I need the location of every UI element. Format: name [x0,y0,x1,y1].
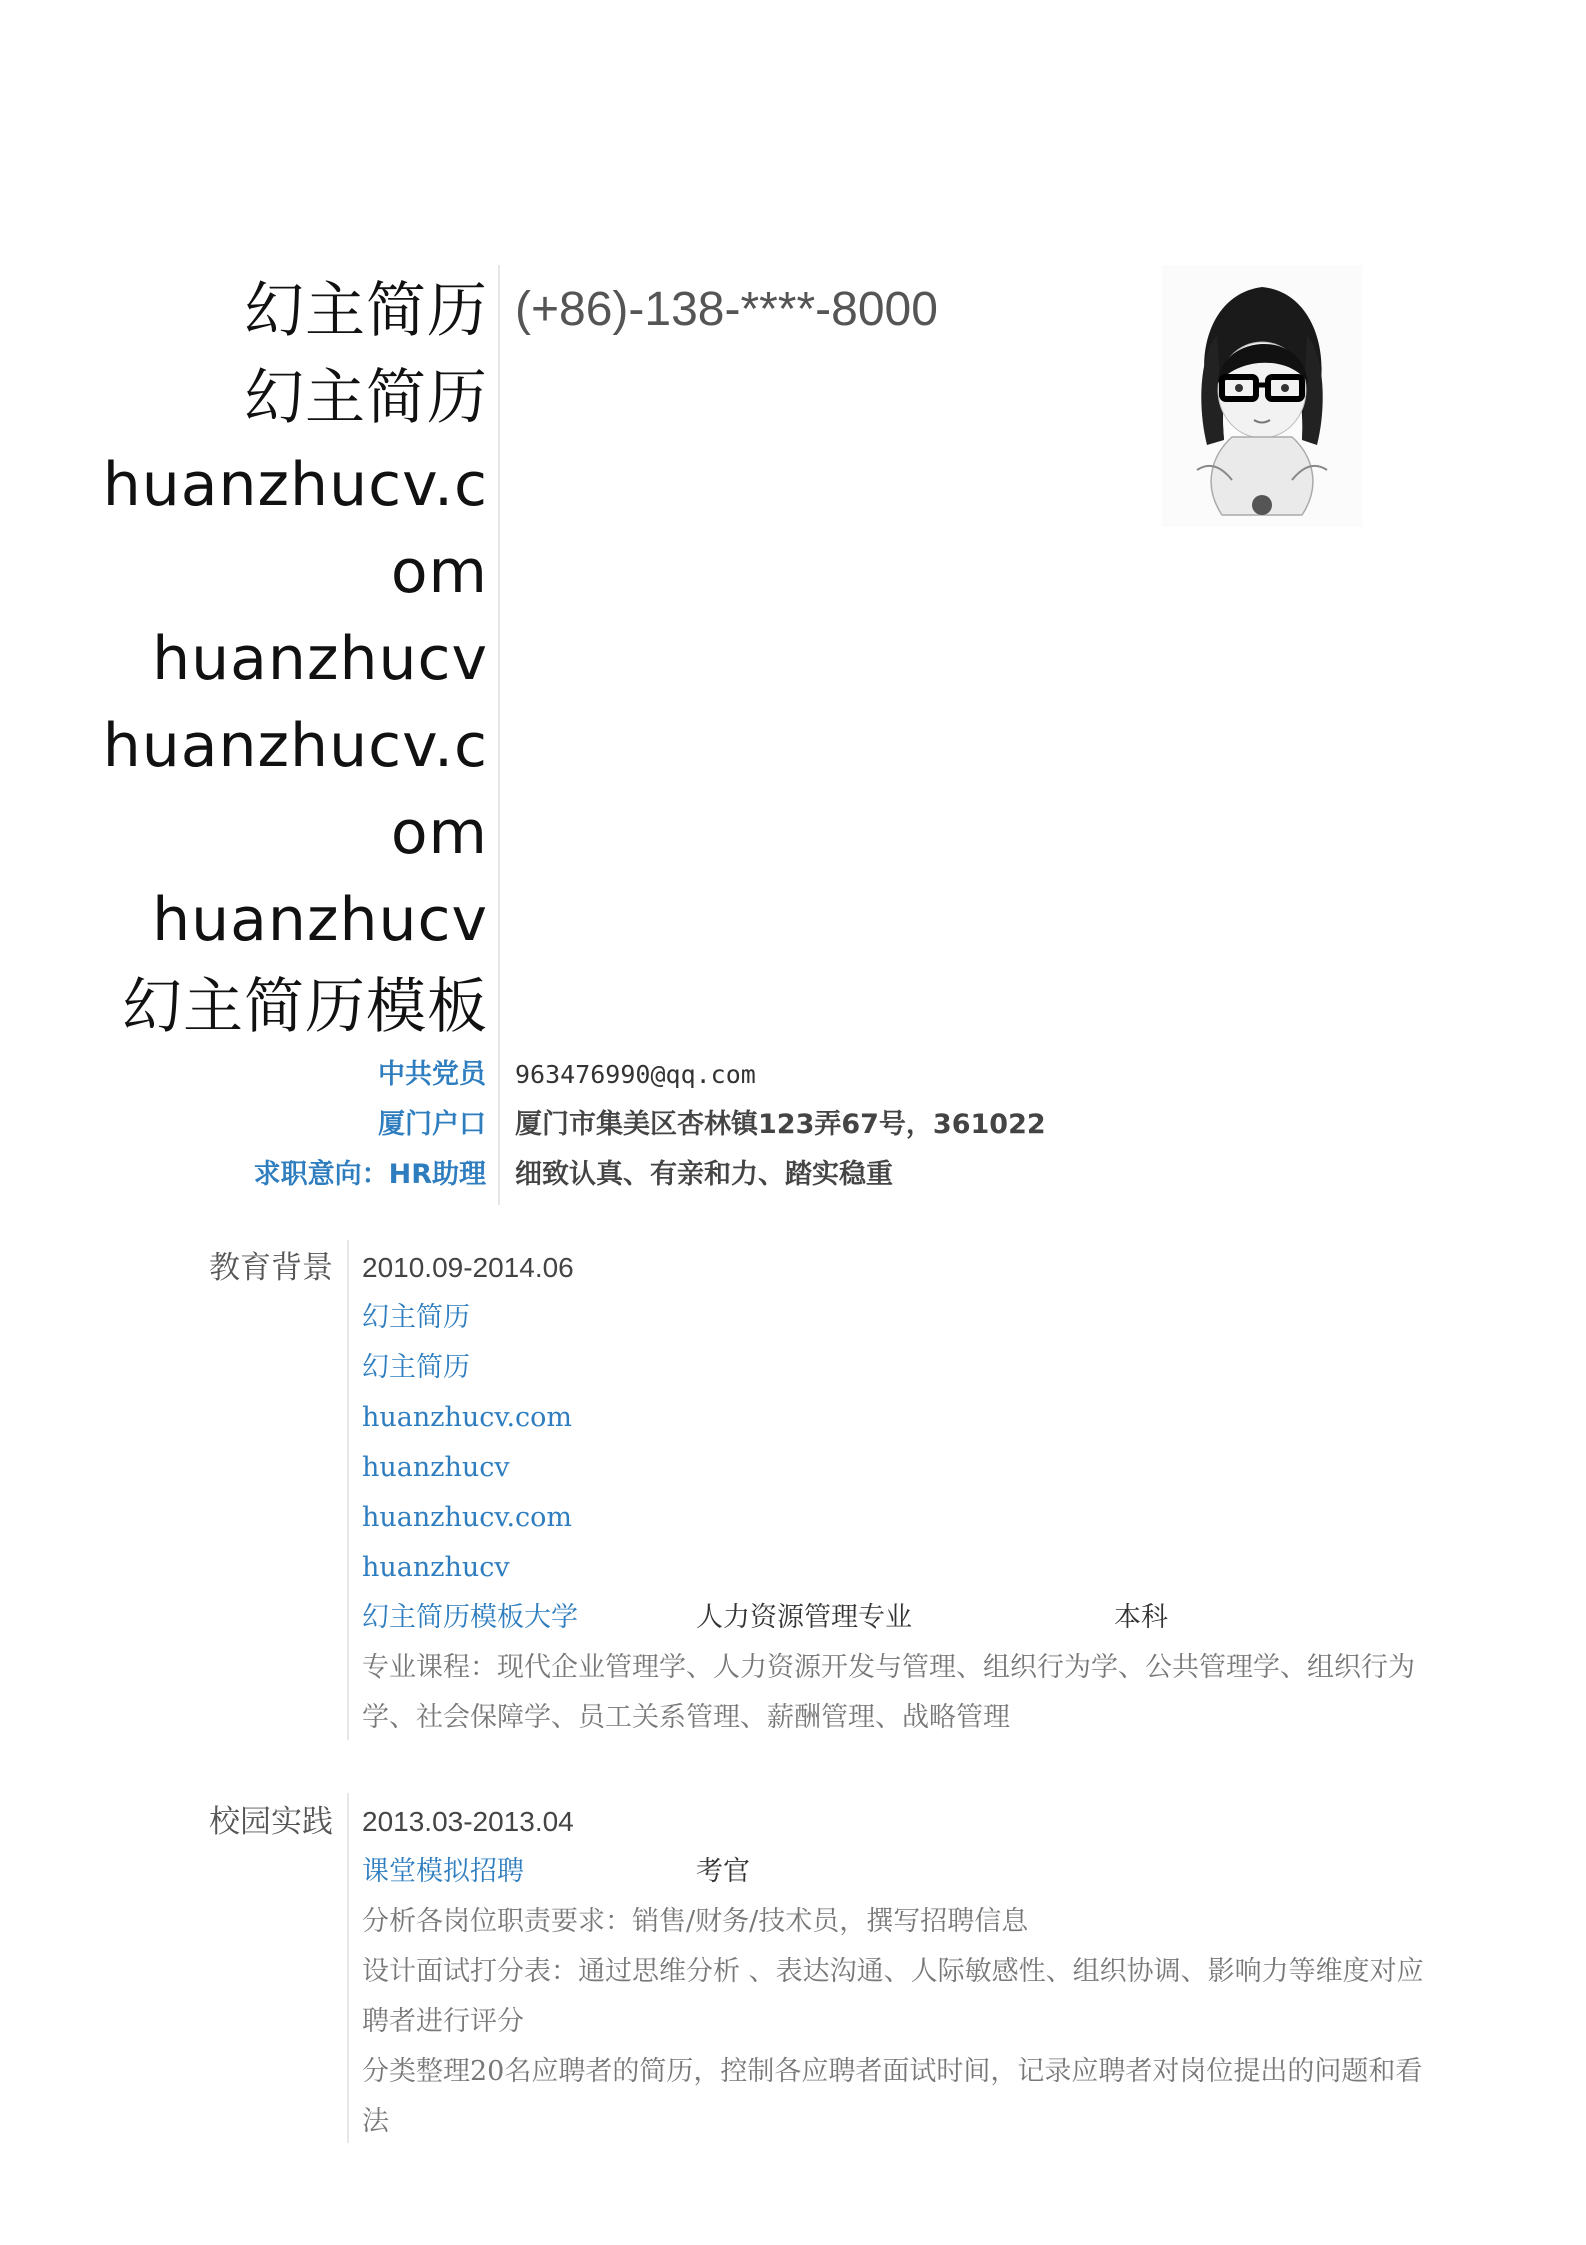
address-value: 厦门市集美区杏林镇123弄67号，361022 [515,1109,1046,1140]
traits-value: 细致认真、有亲和力、踏实稳重 [515,1159,893,1190]
school-line: huanzhucv [362,1552,510,1583]
name-line: huanzhucv [152,624,488,694]
school-line: 幻主简历 [362,1352,470,1383]
activity-item: 分类整理20名应聘者的简历，控制各应聘者面试时间，记录应聘者对岗位提出的问题和看法 [362,2056,1423,2137]
header-divider [498,265,500,1205]
name-line: huanzhucv [152,885,488,955]
university-row [362,1593,1442,1643]
info-label-party: 中共党员 [378,1059,486,1090]
education-section-title: 教育背景 [209,1250,333,1286]
school-line: 幻主简历 [362,1302,470,1333]
resume-name-block [80,268,488,1051]
education-divider [347,1240,349,1740]
campus-section-title: 校园实践 [209,1804,333,1840]
info-label-objective: 求职意向：HR助理 [253,1159,486,1190]
activity-item: 设计面试打分表：通过思维分析 、表达沟通、人际敏感性、组织协调、影响力等维度对应聘者进行评分 [362,1956,1424,2037]
activity-row [362,1847,1442,1897]
activity-name: 课堂模拟招聘 [362,1856,524,1887]
campus-section-body [362,1797,1442,2147]
degree-name: 本科 [1114,1602,1168,1633]
activity-item: 分析各岗位职责要求：销售/财务/技术员，撰写招聘信息 [362,1906,1029,1937]
name-line: om [390,537,488,607]
university-name: 幻主简历模板大学 [362,1602,578,1633]
education-section-body [362,1243,1442,1743]
name-line: 幻主简历 [244,276,488,346]
cartoon-girl-glasses-avatar-icon [1162,265,1362,527]
activity-role: 考官 [696,1856,750,1887]
name-line: 幻主简历模板 [122,972,488,1042]
name-line: 幻主简历 [244,363,488,433]
major-name: 人力资源管理专业 [696,1602,912,1633]
name-line: om [390,798,488,868]
education-date: 2010.09-2014.06 [362,1252,574,1283]
courses-text: 专业课程：现代企业管理学、人力资源开发与管理、组织行为学、公共管理学、组织行为学、社会保障学、员工关系管理、薪酬管理、战略管理 [362,1652,1415,1733]
campus-date: 2013.03-2013.04 [362,1806,574,1837]
school-line: huanzhucv.com [362,1402,573,1433]
name-line: huanzhucv.c [102,711,488,781]
phone-number: (+86)-138-****-8000 [515,283,938,336]
school-line: huanzhucv [362,1452,510,1483]
info-label-hukou: 厦门户口 [378,1109,486,1140]
name-line: huanzhucv.c [102,450,488,520]
email-value: 963476990@qq.com [515,1060,756,1089]
school-line: huanzhucv.com [362,1502,573,1533]
campus-divider [347,1793,349,2143]
